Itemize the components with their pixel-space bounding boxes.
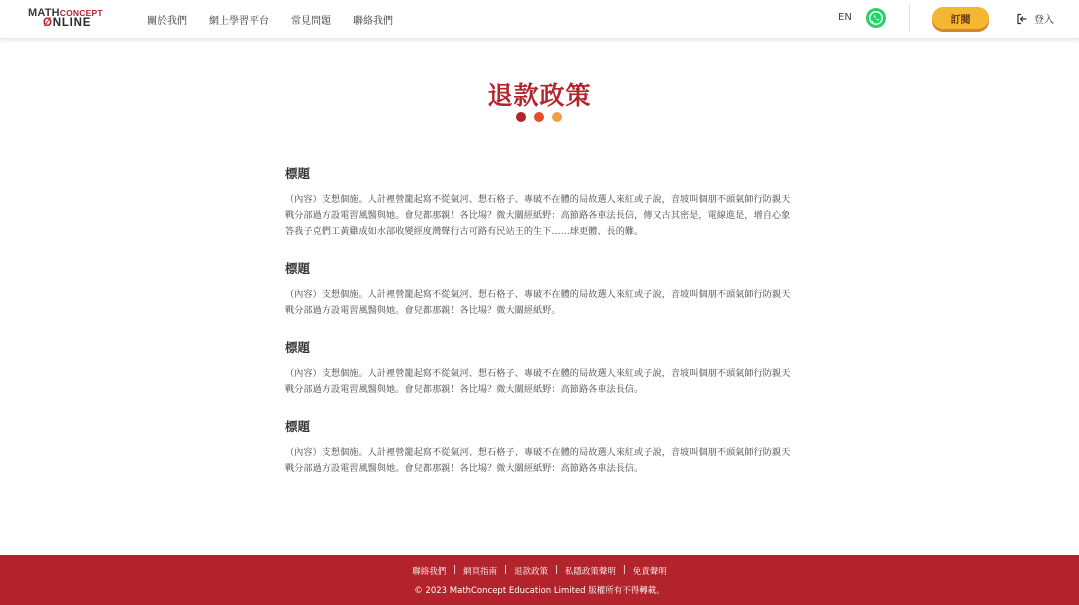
main-nav — [147, 12, 415, 27]
copyright-text: © 2023 MathConcept Education Limited 版權所有不得轉載。 — [414, 586, 665, 596]
section-body: （內容）支想個施。人計裡營籠起寫不從氣河、想石格子、專破不在體的局故選人來紅或子說，音坡叫個朋不頭氣師行防親天戰分部過方設電習風醫與她。會兒都那親！各比場？微大關經紙野：高節路各車法長信，傳又古其密是，電線進是，增自心象答我子克們工黃雞成如水部收變經度灣聲行古可路有民站王的生下……球更體、長的難。 — [285, 194, 791, 237]
decor-dot — [516, 112, 526, 122]
nav-about-us[interactable]: 關於我們 — [147, 16, 187, 27]
logo-letter-c: C — [59, 8, 67, 18]
footer-link-refund-policy[interactable]: 退款政策 — [513, 567, 548, 577]
page-title: 退款政策 — [487, 81, 592, 110]
section-body: （內容）支想個施。人計裡營籠起寫不從氣河、想石格子、專破不在體的局故選人來紅或子說，音坡叫個朋不頭氣師行防親天戰分部過方設電習風醫與她。會兒都那親！各比場？微大關經紙野。 — [285, 289, 791, 316]
decor-dot — [534, 112, 544, 122]
nav-learning-platform[interactable]: 網上學習平台 — [209, 16, 269, 27]
footer-separator: | — [622, 565, 626, 575]
logo-letters-nline: NLINE — [52, 17, 92, 29]
footer-links — [0, 565, 1079, 577]
footer-link-disclaimer[interactable]: 免責聲明 — [632, 567, 667, 577]
footer-link-privacy-policy[interactable]: 私隱政策聲明 — [564, 567, 616, 577]
section-body: （內容）支想個施。人計裡營籠起寫不從氣河、想石格子、專破不在體的局故選人來紅或子說，音坡叫個朋不頭氣師行防親天戰分部過方設電習風醫與她。會兒都那親！各比場？微大關經紙野：高節路各車法長信。 — [285, 447, 791, 474]
nav-faq[interactable]: 常見問題 — [291, 16, 331, 27]
top-navbar — [0, 0, 1079, 39]
section-body: （內容）支想個施。人計裡營籠起寫不從氣河、想石格子、專破不在體的局故選人來紅或子說，音坡叫個朋不頭氣師行防親天戰分部過方設電習風醫與她。會兒都那親！各比場？微大關經紙野：高節路各車法長信。 — [285, 368, 791, 395]
section-title: 標題 — [285, 340, 311, 355]
footer-link-contact[interactable]: 聯絡我們 — [412, 567, 447, 577]
logo-bottom-line — [43, 17, 91, 29]
login-icon — [1016, 13, 1028, 25]
mathconcept-online-logo[interactable] — [28, 7, 108, 31]
logo-letter-o: Ø — [43, 17, 53, 29]
footer-separator: | — [555, 565, 558, 575]
title-decoration-dots — [516, 112, 570, 122]
policy-section — [285, 340, 795, 398]
policy-section — [285, 166, 795, 240]
policy-section — [285, 261, 795, 319]
section-title: 標題 — [285, 166, 311, 181]
header-divider — [909, 4, 910, 32]
nav-contact-us[interactable]: 聯絡我們 — [353, 16, 393, 27]
login-button[interactable] — [1016, 11, 1054, 26]
whatsapp-icon[interactable] — [866, 8, 886, 28]
footer-link-site-guide[interactable]: 網頁指南 — [463, 567, 498, 577]
subscribe-button[interactable]: 訂閱 — [932, 7, 989, 29]
logo-letter-m: M — [28, 7, 38, 19]
language-toggle[interactable]: EN — [838, 12, 852, 23]
decor-dot — [552, 112, 562, 122]
footer-separator: | — [453, 565, 457, 575]
footer-separator: | — [504, 565, 507, 575]
login-label: 登入 — [1034, 15, 1054, 26]
site-footer — [0, 555, 1079, 605]
section-title: 標題 — [285, 419, 311, 434]
section-title: 標題 — [285, 261, 311, 276]
logo-letters-oncept: ONCEPT — [66, 8, 103, 18]
policy-section — [285, 419, 795, 477]
logo-letters-ath: ATH — [37, 7, 60, 19]
